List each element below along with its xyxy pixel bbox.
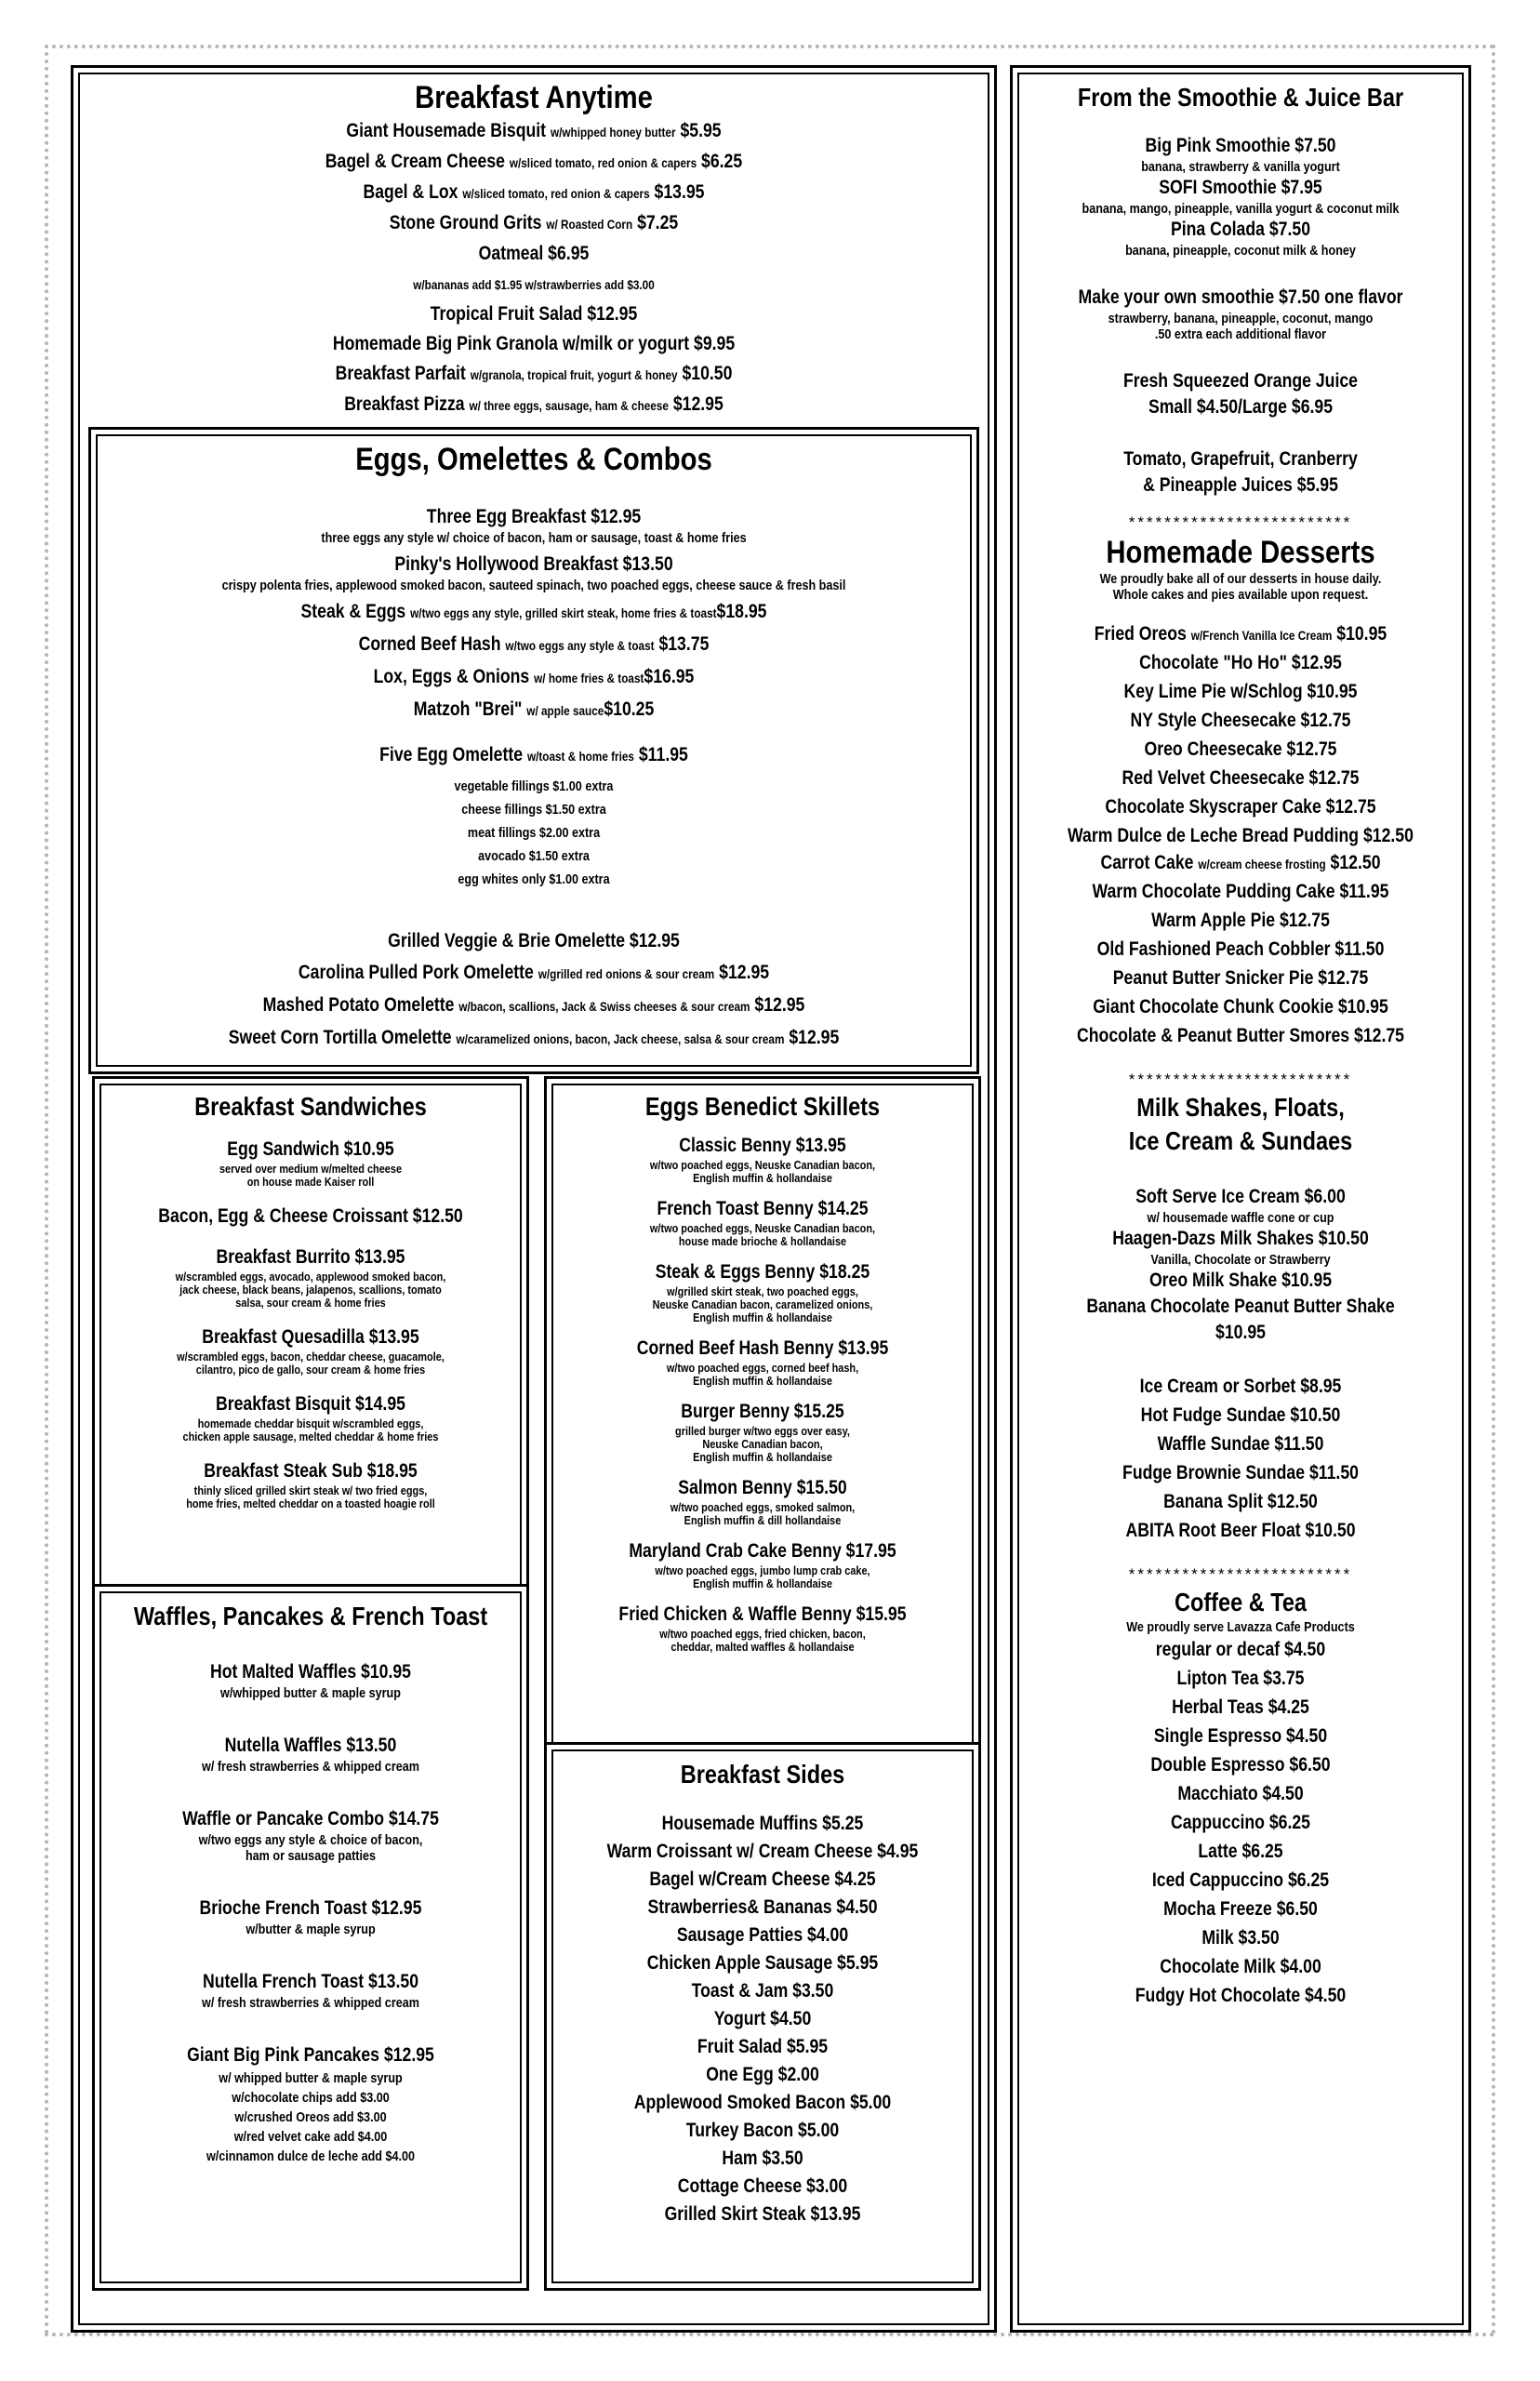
item-description: strawberry, banana, pineapple, coconut, mango	[1108, 311, 1374, 326]
item-description: cilantro, pico de gallo, sour cream & home fries	[195, 1363, 426, 1377]
section-note: We proudly serve Lavazza Cafe Products	[1126, 1619, 1355, 1635]
item-description: w/two poached eggs, Neuske Canadian bacon,	[649, 1221, 876, 1235]
menu-item: Sweet Corn Tortilla Omelette w/caramelized onions, bacon, Jack cheese, salsa & sour cream $12.95	[228, 1027, 840, 1048]
menu-item: Breakfast Burrito $13.95	[216, 1246, 405, 1268]
section-title: Coffee & Tea	[1174, 1588, 1308, 1616]
item-description: cheddar, malted waffles & hollandaise	[670, 1640, 855, 1654]
menu-item: Tomato, Grapefruit, Cranberry	[1123, 448, 1358, 470]
item-description: w/granola, tropical fruit, yogurt & honey	[470, 367, 678, 382]
menu-item: French Toast Benny $14.25	[657, 1198, 869, 1219]
menu-item: Pina Colada $7.50	[1170, 219, 1311, 240]
menu-item: Classic Benny $13.95	[679, 1135, 846, 1156]
item-description: w/whipped butter & maple syrup	[220, 1685, 401, 1701]
menu-item: Corned Beef Hash Benny $13.95	[636, 1337, 889, 1359]
item-description: w/ three eggs, sausage, ham & cheese	[469, 398, 669, 413]
item-description: Vanilla, Chocolate or Strawberry	[1150, 1252, 1331, 1268]
menu-item: Brioche French Toast $12.95	[199, 1897, 422, 1919]
menu-item: Macchiato $4.50	[1177, 1783, 1304, 1804]
item-description: homemade cheddar bisquit w/scrambled eggs,	[197, 1417, 424, 1430]
item-description: w/bananas add $1.95 w/strawberries add $3.00	[413, 277, 655, 292]
eggs-benedict-panel	[544, 1076, 981, 1753]
item-description: ham or sausage patties	[245, 1848, 377, 1864]
side-item: Toast & Jam $3.50	[691, 1980, 834, 2002]
menu-item: Warm Chocolate Pudding Cake $11.95	[1092, 881, 1389, 902]
menu-item	[147, 329, 921, 359]
item-price: $9.95	[694, 333, 736, 354]
item-name: Tropical Fruit Salad	[430, 303, 583, 325]
item-description: w/sliced tomato, red onion & capers	[509, 155, 697, 170]
menu-item: NY Style Cheesecake $12.75	[1130, 710, 1351, 731]
menu-item	[147, 390, 921, 420]
item-description: w/ whipped butter & maple syrup	[219, 2070, 403, 2086]
item-name: Breakfast Pizza	[344, 393, 465, 415]
menu-item	[147, 116, 921, 147]
item-description: English muffin & hollandaise	[693, 1576, 832, 1590]
item-description: w/scrambled eggs, bacon, cheddar cheese, guacamole,	[177, 1350, 445, 1363]
side-item: Warm Croissant w/ Cream Cheese $4.95	[606, 1841, 919, 1862]
menu-item: Herbal Teas $4.25	[1172, 1696, 1309, 1718]
filling-option: meat fillings $2.00 extra	[467, 825, 601, 841]
menu-item	[147, 239, 921, 269]
menu-item: Five Egg Omelette w/toast & home fries $11.95	[379, 744, 688, 765]
left-panel	[71, 65, 997, 2333]
item-name: Breakfast Parfait	[335, 363, 466, 384]
menu-item: Matzoh "Brei" w/ apple sauce$10.25	[413, 698, 655, 720]
section-title: Eggs Benedict Skillets	[644, 1092, 881, 1121]
menu-item: Grilled Veggie & Brie Omelette $12.95	[388, 930, 680, 951]
menu-item: Latte $6.25	[1198, 1841, 1283, 1862]
section-note: We proudly bake all of our desserts in house daily.	[1099, 571, 1382, 587]
menu-item: Chocolate "Ho Ho" $12.95	[1139, 652, 1342, 673]
breakfast-anytime-section	[73, 79, 994, 420]
item-description: w/two poached eggs, corned beef hash,	[666, 1361, 859, 1375]
side-item: Fruit Salad $5.95	[697, 2036, 829, 2057]
side-item: Ham $3.50	[722, 2148, 803, 2169]
menu-item: Burger Benny $15.25	[681, 1401, 844, 1422]
waffles-panel	[92, 1584, 529, 2291]
item-price: $6.25	[701, 151, 743, 172]
item-description: home fries, melted cheddar on a toasted hoagie roll	[186, 1496, 435, 1510]
item-description: banana, pineapple, coconut milk & honey	[1125, 243, 1356, 259]
section-title: Breakfast Sandwiches	[194, 1092, 427, 1121]
item-description: w/two eggs any style & choice of bacon,	[198, 1832, 423, 1848]
menu-item: Lox, Eggs & Onions w/ home fries & toast$16.95	[373, 666, 695, 687]
item-description: w/ fresh strawberries & whipped cream	[202, 1759, 419, 1775]
menu-item: Giant Big Pink Pancakes $12.95	[187, 2044, 434, 2066]
section-title: Breakfast Sides	[680, 1760, 845, 1789]
item-description: w/grilled skirt steak, two poached eggs,	[667, 1284, 858, 1298]
item-description: English muffin & hollandaise	[693, 1310, 832, 1324]
item-description: Neuske Canadian bacon,	[702, 1437, 823, 1451]
menu-item: Steak & Eggs Benny $18.25	[655, 1261, 870, 1283]
menu-item: Breakfast Quesadilla $13.95	[202, 1326, 419, 1348]
item-description: w/two poached eggs, fried chicken, bacon,	[659, 1627, 866, 1641]
item-description: English muffin & hollandaise	[693, 1374, 832, 1388]
item-description: w/sliced tomato, red onion & capers	[462, 186, 650, 201]
menu-item: Fried Chicken & Waffle Benny $15.95	[618, 1603, 907, 1625]
section-title: Breakfast Anytime	[415, 80, 653, 115]
menu-item: Banana Chocolate Peanut Butter Shake	[1086, 1296, 1395, 1317]
menu-item: Nutella French Toast $13.50	[202, 1971, 419, 1992]
item-description: .50 extra each additional flavor	[1154, 326, 1327, 342]
item-price: $6.95	[548, 243, 590, 264]
item-description: w/cinnamon dulce de leche add $4.00	[206, 2148, 416, 2164]
item-description: w/two poached eggs, Neuske Canadian bacon,	[649, 1158, 876, 1172]
menu-item: Fresh Squeezed Orange Juice	[1123, 370, 1358, 392]
menu-item: Pinky's Hollywood Breakfast $13.50	[394, 553, 673, 575]
section-title: Eggs, Omelettes & Combos	[355, 442, 712, 477]
menu-item: Nutella Waffles $13.50	[224, 1735, 397, 1756]
section-title: Ice Cream & Sundaes	[1128, 1126, 1353, 1155]
item-description: w/chocolate chips add $3.00	[232, 2090, 390, 2106]
item-description: w/crushed Oreos add $3.00	[234, 2109, 387, 2125]
item-description: served over medium w/melted cheese	[219, 1162, 403, 1176]
section-title: Milk Shakes, Floats,	[1136, 1093, 1345, 1122]
menu-item: SOFI Smoothie $7.95	[1159, 177, 1322, 198]
menu-item: Maryland Crab Cake Benny $17.95	[629, 1540, 896, 1562]
item-price: $12.95	[587, 303, 638, 325]
eggs-omelettes-panel	[88, 427, 979, 1074]
filling-option: avocado $1.50 extra	[478, 848, 590, 864]
menu-item: Oreo Milk Shake $10.95	[1148, 1270, 1333, 1291]
item-description: English muffin & dill hollandaise	[684, 1513, 842, 1527]
menu-item	[147, 147, 921, 178]
menu-item: Chocolate & Peanut Butter Smores $12.75	[1077, 1025, 1404, 1046]
item-description: jack cheese, black beans, jalapenos, scallions, tomato	[179, 1283, 442, 1297]
side-item: Sausage Patties $4.00	[676, 1924, 849, 1946]
menu-item: ABITA Root Beer Float $10.50	[1125, 1520, 1356, 1541]
item-description: three eggs any style w/ choice of bacon, ham or sausage, toast & home fries	[321, 530, 747, 546]
menu-item: Key Lime Pie w/Schlog $10.95	[1123, 681, 1358, 702]
item-price: $5.95	[680, 120, 722, 141]
menu-item: Corned Beef Hash w/two eggs any style & toast $13.75	[358, 633, 710, 655]
item-name: Oatmeal	[478, 243, 544, 264]
menu-item: Fudgy Hot Chocolate $4.50	[1135, 1985, 1347, 2006]
section-note: Whole cakes and pies available upon request.	[1112, 587, 1369, 603]
menu-item: Warm Dulce de Leche Bread Pudding $12.50	[1068, 825, 1414, 846]
menu-item: Mocha Freeze $6.50	[1163, 1898, 1318, 1920]
menu-item: Make your own smoothie $7.50 one flavor	[1078, 286, 1403, 308]
right-panel	[1010, 65, 1471, 2333]
item-description: thinly sliced grilled skirt steak w/ two fried eggs,	[193, 1483, 428, 1497]
breakfast-sandwiches-panel	[92, 1076, 529, 1606]
menu-item: Fried Oreos w/French Vanilla Ice Cream $10.95	[1094, 623, 1387, 645]
item-description: w/scrambled eggs, avocado, applewood smoked bacon,	[175, 1270, 446, 1284]
menu-item: Steak & Eggs w/two eggs any style, grilled skirt steak, home fries & toast$18.95	[300, 601, 767, 622]
menu-item: Cappuccino $6.25	[1171, 1812, 1310, 1833]
divider-stars: *************************	[1128, 513, 1353, 531]
menu-item: Three Egg Breakfast $12.95	[426, 506, 642, 527]
item-description: English muffin & hollandaise	[693, 1450, 832, 1464]
menu-item: Egg Sandwich $10.95	[227, 1138, 394, 1160]
item-description: w/ fresh strawberries & whipped cream	[202, 1995, 419, 2011]
filling-option: egg whites only $1.00 extra	[458, 871, 610, 887]
menu-item: Waffle Sundae $11.50	[1157, 1433, 1324, 1455]
menu-item	[147, 359, 921, 390]
side-item: Chicken Apple Sausage $5.95	[646, 1952, 879, 1974]
side-item: Applewood Smoked Bacon $5.00	[633, 2092, 892, 2113]
side-item: Grilled Skirt Steak $13.95	[664, 2203, 861, 2225]
section-title: Waffles, Pancakes & French Toast	[133, 1602, 488, 1630]
menu-item: Breakfast Steak Sub $18.95	[204, 1460, 418, 1482]
menu-item: Oreo Cheesecake $12.75	[1144, 738, 1337, 760]
side-item: One Egg $2.00	[706, 2064, 819, 2085]
item-description: banana, mango, pineapple, vanilla yogurt & coconut milk	[1082, 201, 1400, 217]
item-description: house made brioche & hollandaise	[678, 1234, 847, 1248]
item-description: w/red velvet cake add $4.00	[233, 2129, 388, 2145]
menu-item: Soft Serve Ice Cream $6.00	[1135, 1186, 1346, 1207]
menu-item	[147, 269, 921, 299]
item-name: Bagel & Lox	[363, 181, 458, 203]
menu-item: Hot Malted Waffles $10.95	[209, 1661, 411, 1683]
menu-item: regular or decaf $4.50	[1155, 1639, 1326, 1660]
menu-item: Breakfast Bisquit $14.95	[216, 1393, 405, 1415]
item-description: chicken apple sausage, melted cheddar & home fries	[182, 1430, 439, 1443]
item-name: Bagel & Cream Cheese	[325, 151, 505, 172]
filling-option: vegetable fillings $1.00 extra	[454, 778, 614, 794]
side-item: Housemade Muffins $5.25	[661, 1813, 864, 1834]
menu-item: Mashed Potato Omelette w/bacon, scallions, Jack & Swiss cheeses & sour cream $12.95	[262, 994, 805, 1016]
item-description: crispy polenta fries, applewood smoked bacon, sauteed spinach, two poached eggs, cheese sauce & fresh basil	[221, 578, 846, 593]
item-description: w/whipped honey butter	[550, 125, 676, 140]
item-description: w/ Roasted Corn	[546, 217, 633, 232]
menu-item: Old Fashioned Peach Cobbler $11.50	[1096, 938, 1385, 960]
menu-item: Bacon, Egg & Cheese Croissant $12.50	[158, 1205, 463, 1227]
menu-item: Single Espresso $4.50	[1153, 1725, 1328, 1747]
menu-item: Chocolate Skyscraper Cake $12.75	[1105, 796, 1376, 818]
item-description: w/two poached eggs, smoked salmon,	[670, 1500, 856, 1514]
menu-item: Small $4.50/Large $6.95	[1148, 396, 1334, 418]
menu-item: Waffle or Pancake Combo $14.75	[182, 1808, 439, 1829]
divider-stars: *************************	[1128, 1565, 1353, 1583]
item-price: $13.95	[654, 181, 705, 203]
menu-item: Salmon Benny $15.50	[678, 1477, 847, 1498]
section-title: From the Smoothie & Juice Bar	[1077, 83, 1404, 112]
menu-item: Milk $3.50	[1201, 1927, 1280, 1949]
menu-item: Warm Apple Pie $12.75	[1151, 910, 1330, 931]
item-description: English muffin & hollandaise	[693, 1171, 832, 1185]
menu-item: Carolina Pulled Pork Omelette w/grilled red onions & sour cream $12.95	[298, 962, 770, 983]
menu-item: Fudge Brownie Sundae $11.50	[1122, 1462, 1359, 1483]
menu-item: Hot Fudge Sundae $10.50	[1140, 1404, 1341, 1426]
menu-item: Chocolate Milk $4.00	[1160, 1956, 1321, 1977]
menu-item: Giant Chocolate Chunk Cookie $10.95	[1093, 996, 1388, 1018]
menu-item: Iced Cappuccino $6.25	[1151, 1869, 1330, 1891]
item-description: salsa, sour cream & home fries	[235, 1296, 386, 1310]
menu-item: Carrot Cake w/cream cheese frosting $12.50	[1100, 852, 1381, 873]
menu-item	[147, 178, 921, 208]
menu-item: Double Espresso $6.50	[1150, 1754, 1331, 1776]
side-item: Bagel w/Cream Cheese $4.25	[649, 1869, 876, 1890]
item-description: on house made Kaiser roll	[246, 1175, 375, 1189]
item-description: w/two poached eggs, jumbo lump crab cake,	[655, 1563, 870, 1577]
item-description: grilled burger w/two eggs over easy,	[675, 1424, 850, 1438]
item-description: Neuske Canadian bacon, caramelized onions,	[652, 1297, 873, 1311]
menu-item: Ice Cream or Sorbet $8.95	[1139, 1376, 1342, 1397]
menu-item: Banana Split $12.50	[1163, 1491, 1318, 1512]
menu-item: Lipton Tea $3.75	[1176, 1668, 1305, 1689]
item-price: $10.50	[682, 363, 733, 384]
item-price: $7.25	[637, 212, 679, 233]
section-title: Homemade Desserts	[1106, 535, 1375, 570]
divider-stars: *************************	[1128, 1071, 1353, 1088]
item-name: Stone Ground Grits	[389, 212, 542, 233]
item-name: Homemade Big Pink Granola w/milk or yogurt	[332, 333, 690, 354]
menu-item: Peanut Butter Snicker Pie $12.75	[1112, 967, 1369, 989]
side-item: Turkey Bacon $5.00	[685, 2120, 840, 2141]
side-item: Yogurt $4.50	[713, 2008, 812, 2029]
menu-item	[147, 299, 921, 329]
item-name: Giant Housemade Bisquit	[346, 120, 547, 141]
menu-item: & Pineapple Juices $5.95	[1143, 474, 1338, 496]
menu-item: Big Pink Smoothie $7.50	[1145, 135, 1336, 156]
item-description: banana, strawberry & vanilla yogurt	[1141, 159, 1340, 175]
item-description: w/butter & maple syrup	[246, 1922, 376, 1937]
menu-item: Red Velvet Cheesecake $12.75	[1122, 767, 1360, 789]
menu-item: $10.95	[1215, 1322, 1266, 1343]
menu-item: Haagen-Dazs Milk Shakes $10.50	[1112, 1228, 1369, 1249]
filling-option: cheese fillings $1.50 extra	[461, 802, 606, 818]
side-item: Cottage Cheese $3.00	[677, 2175, 848, 2197]
breakfast-sides-panel	[544, 1742, 981, 2291]
item-price: $12.95	[672, 393, 724, 415]
side-item: Strawberries& Bananas $4.50	[647, 1896, 878, 1918]
menu-item	[147, 208, 921, 239]
item-description: w/ housemade waffle cone or cup	[1147, 1210, 1334, 1226]
